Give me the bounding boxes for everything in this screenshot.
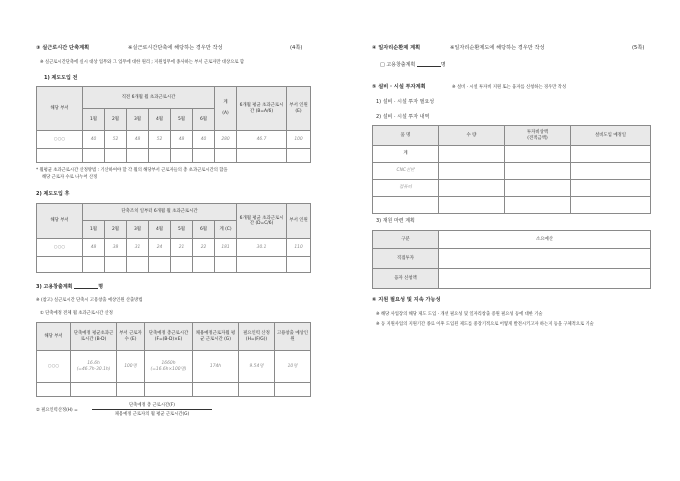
investment-header-item: 품 명 bbox=[373, 126, 439, 146]
hire-header-expected: 고용창출 예상인원 bbox=[275, 323, 311, 351]
funding-header-type: 구분 bbox=[373, 231, 439, 249]
before-header-group: 직전 6개월 월 초과근로시간 bbox=[83, 87, 215, 109]
hire-formula-fraction bbox=[92, 402, 212, 417]
section6-title: ⑥ 지원 필요성 및 지속 가능성 bbox=[372, 297, 441, 303]
investment-table bbox=[372, 125, 651, 214]
footnote-line2: 해당 근로자 수로 나누어 산정 bbox=[42, 175, 98, 180]
section6-line1: ※ 해당 사업장의 해당 제도 도입 · 개선 필요성 및 일자리창출 증원 필요성 등에 대한 기술 bbox=[376, 312, 543, 317]
hire-header-total-hours: 단축예정 총근로시간 (F=(B-D)×E) bbox=[145, 323, 193, 351]
section3-points: (4쪽) bbox=[290, 45, 303, 51]
funding-direct-input[interactable] bbox=[439, 249, 651, 269]
before-label: 1) 제도도입 전 bbox=[44, 75, 78, 81]
before-row-value: 40 bbox=[193, 131, 215, 149]
section5-item1: 1) 설비 · 시설 투자 필요성 bbox=[376, 99, 435, 105]
hire-ref-note: ※ (참고) 실근로시간 단축시 고용창출 예상인원 산출방법 bbox=[36, 298, 143, 303]
hire-plan-blank[interactable] bbox=[74, 284, 98, 289]
before-header-avg: 6개월 평균 초과근로시간 (B=A/6) bbox=[237, 87, 287, 131]
after-month: 3월 bbox=[127, 221, 149, 239]
before-row-value: 48 bbox=[127, 131, 149, 149]
right-page bbox=[340, 0, 680, 481]
section3-title: ③ 실근로시간 단축계획 bbox=[36, 45, 90, 51]
hire-row-new-hours: 174h bbox=[193, 351, 239, 383]
funding-row-loan: 융자 신청액 bbox=[373, 269, 439, 289]
before-header-dept: 해당 부서 bbox=[37, 87, 83, 131]
before-row-value: 52 bbox=[105, 131, 127, 149]
after-row-value: 48 bbox=[83, 239, 105, 257]
after-header-group: 단축조치 일부터 6개월 월 초과근로시간 bbox=[83, 204, 237, 221]
funding-row-direct: 직접투자 bbox=[373, 249, 439, 269]
section4-note: ※일자리순환제도에 해당하는 경우만 작성 bbox=[450, 45, 545, 51]
hire-row-total-hours: 1660h (=16.6h×100명) bbox=[145, 351, 193, 383]
hire-row-needed: 9.54명 bbox=[239, 351, 275, 383]
after-month: 4월 bbox=[149, 221, 171, 239]
footnote-line1: * 월평균 초과근로시간 산정방법 : 기산하여야 할 각 월의 해당부서 근로자들의 총 초과근로시간의 합을 bbox=[36, 168, 228, 173]
hire-header-new-hours: 채용예정근로자월 평균 근로시간 (G) bbox=[193, 323, 239, 351]
before-month: 4월 bbox=[149, 109, 171, 131]
after-row-value: 31 bbox=[127, 239, 149, 257]
section3-note: ※실근로시간단축에 해당하는 경우만 작성 bbox=[128, 45, 223, 51]
hire-header-needed: 필요인력 산정 (H=(F/G)) bbox=[239, 323, 275, 351]
hire-row-workers: 100명 bbox=[117, 351, 145, 383]
before-row-staff: 100 bbox=[287, 131, 311, 149]
after-row-value: 24 bbox=[149, 239, 171, 257]
hire-row-expected: 10명 bbox=[275, 351, 311, 383]
hire-step2: ② 필요인력산정(H) = bbox=[36, 408, 78, 413]
before-row-value: 40 bbox=[83, 131, 105, 149]
before-month: 6월 bbox=[193, 109, 215, 131]
section3-remark: ※ 실근로시간단축에 실시 대상 업무와 그 업무에 대한 원리 ; 지원업무에 종사하는 부서 근로자만 대상으로 함 bbox=[40, 60, 245, 65]
before-row-total: 280 bbox=[215, 131, 237, 149]
before-row-dept: ○○○ bbox=[37, 131, 83, 149]
before-month: 5월 bbox=[171, 109, 193, 131]
investment-header-cost: 투자비상액 (견적금액) bbox=[505, 126, 571, 146]
formula-denominator: 채용예정 근로자의 월 평균 근로시간(G) bbox=[114, 412, 190, 417]
after-header-staff: 부서 인원 bbox=[287, 204, 311, 239]
hire-header-workers: 부서 근로자수 (E) bbox=[117, 323, 145, 351]
after-label: 2) 제도도입 후 bbox=[36, 191, 70, 197]
after-row-dept: ○○○ bbox=[37, 239, 83, 257]
section4-hire-plan: □ 고용창출계획 명 bbox=[380, 62, 446, 68]
before-month: 2월 bbox=[105, 109, 127, 131]
hire-header-dept: 해당 부서 bbox=[37, 323, 71, 351]
before-row-avg: 46.7 bbox=[237, 131, 287, 149]
before-month: 1월 bbox=[83, 109, 105, 131]
after-row-staff: 110 bbox=[287, 239, 311, 257]
hire-header-reduction: 단축예정 평균초과근로시간 (B-D) bbox=[71, 323, 117, 351]
investment-row-item: 컴퓨터 bbox=[373, 180, 439, 197]
investment-header-date: 설비도입 예정일 bbox=[571, 126, 651, 146]
section4-points: (5쪽) bbox=[632, 45, 645, 51]
before-row-value: 48 bbox=[171, 131, 193, 149]
section5-item3: 3) 재원 마련 계획 bbox=[376, 218, 415, 224]
section5-item2: 2) 설비 · 시설 투자 내역 bbox=[376, 114, 430, 120]
before-table bbox=[36, 86, 311, 163]
investment-row-item: CNC선반 bbox=[373, 163, 439, 180]
hire-plan-label: 3) 고용창출계획 명 bbox=[36, 284, 104, 290]
after-row-value: 38 bbox=[105, 239, 127, 257]
section5-note: ※ 설비 · 시설 투자비 지원 또는 융자를 신청하는 경우만 작성 bbox=[452, 85, 567, 90]
after-header-total: 계 (C) bbox=[215, 221, 237, 239]
section6-line2: ※ 동 지원사업의 지원기간 종료 이후 도입된 제도를 중장기적으로 어떻게 발전시키고자 하는지 등을 구체적으로 기술 bbox=[376, 322, 594, 327]
section4-hire-blank[interactable] bbox=[417, 62, 441, 67]
funding-header-budget: 소요예산 bbox=[439, 231, 651, 249]
hire-table bbox=[36, 322, 311, 397]
formula-numerator: 단축예정 총 근로시간(F) bbox=[129, 403, 175, 408]
section4-title: ④ 일자리순환제 계획 bbox=[372, 45, 421, 51]
after-month: 2월 bbox=[105, 221, 127, 239]
after-month: 1월 bbox=[83, 221, 105, 239]
hire-step1: ① 단축예정 전체 월 초과근로시간 산정 bbox=[40, 311, 113, 316]
after-row-value: 22 bbox=[193, 239, 215, 257]
investment-header-qty: 수 량 bbox=[439, 126, 505, 146]
funding-table bbox=[372, 230, 651, 289]
investment-row-total: 계 bbox=[373, 146, 439, 163]
after-header-dept: 해당 부서 bbox=[37, 204, 83, 239]
section5-title: ⑤ 설비 · 시설 투자계획 bbox=[372, 84, 426, 90]
funding-loan-input[interactable] bbox=[439, 269, 651, 289]
after-header-avg: 6개월 평균 초과근로시간 (D=C/6) bbox=[237, 204, 287, 239]
hire-row-reduction: 16.6h (=46.7h-30.1h) bbox=[71, 351, 117, 383]
before-month: 3월 bbox=[127, 109, 149, 131]
before-row-value: 52 bbox=[149, 131, 171, 149]
before-header-staff: 부서 인원 (E) bbox=[287, 87, 311, 131]
after-month: 5월 bbox=[171, 221, 193, 239]
hire-row-dept: ○○○ bbox=[37, 351, 71, 383]
after-month: 6월 bbox=[193, 221, 215, 239]
before-header-total: 계 (A) bbox=[215, 87, 237, 131]
after-row-value: 21 bbox=[171, 239, 193, 257]
after-table bbox=[36, 203, 311, 273]
after-row-avg: 30.1 bbox=[237, 239, 287, 257]
after-row-total: 181 bbox=[215, 239, 237, 257]
